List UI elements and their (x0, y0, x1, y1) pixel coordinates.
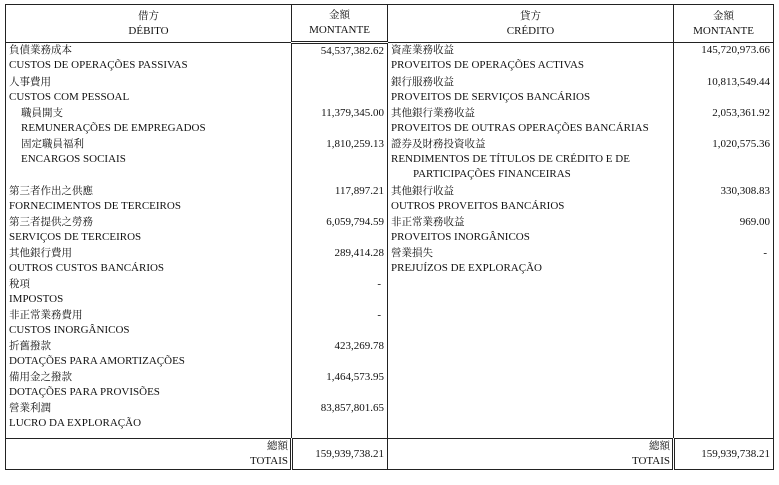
credit-empty-amount (674, 308, 774, 339)
table-row (6, 370, 774, 401)
credit-empty (388, 308, 674, 339)
credit-item: 其他銀行業務收益 PROVEITOS DE OUTRAS OPERAÇÕES BANCÁRIAS (388, 106, 674, 137)
table-row (6, 401, 774, 432)
debit-amount: 6,059,794.59 (292, 215, 388, 246)
debit-item: 其他銀行費用 OUTROS CUSTOS BANCÁRIOS (6, 246, 292, 277)
credit-header: 貸方 CRÉDITO (388, 5, 674, 43)
debit-item: 非正常業務費用 CUSTOS INORGÂNICOS (6, 308, 292, 339)
debit-amount: 1,464,573.95 (292, 370, 388, 401)
debit-totals-label: 總額 TOTAIS (6, 439, 292, 470)
debit-item: 固定職員福利 ENCARGOS SOCIAIS (6, 137, 292, 184)
table-row (6, 308, 774, 339)
credit-amount-header: 金額 MONTANTE (674, 5, 774, 43)
credit-item: 證券及財務投資收益 RENDIMENTOS DE TÍTULOS DE CRÉDITO E DE PARTICIPAÇÕES FINANCEIRAS (388, 137, 674, 184)
credit-total-amount: 159,939,738.21 (674, 439, 774, 470)
debit-amount-header: 金額 MONTANTE (292, 5, 388, 43)
debit-item: 職員開支 REMUNERAÇÕES DE EMPREGADOS (6, 106, 292, 137)
debit-amount: 289,414.28 (292, 246, 388, 277)
debit-amount: - (292, 308, 388, 339)
credit-amount: 10,813,549.44 (674, 75, 774, 106)
credit-empty (388, 277, 674, 308)
debit-item: 負債業務成本 CUSTOS DE OPERAÇÕES PASSIVAS (6, 43, 292, 76)
credit-totals-label: 總額 TOTAIS (388, 439, 674, 470)
credit-item: 營業損失 PREJUÍZOS DE EXPLORAÇÃO (388, 246, 674, 277)
credit-amount: 969.00 (674, 215, 774, 246)
table-row (6, 246, 774, 277)
profit-loss-statement (5, 4, 773, 476)
credit-item: 銀行服務收益 PROVEITOS DE SERVIÇOS BANCÁRIOS (388, 75, 674, 106)
debit-amount (292, 75, 388, 106)
statement-table (5, 4, 774, 470)
debit-amount: 54,537,382.62 (292, 43, 388, 76)
credit-amount: 145,720,973.66 (674, 43, 774, 76)
debit-item: 第三者作出之供應 FORNECIMENTOS DE TERCEIROS (6, 184, 292, 215)
debit-item: 折舊撥款 DOTAÇÕES PARA AMORTIZAÇÕES (6, 339, 292, 370)
credit-empty (388, 401, 674, 432)
table-row (6, 277, 774, 308)
totals-row (6, 439, 774, 470)
credit-empty-amount (674, 277, 774, 308)
debit-amount: 83,857,801.65 (292, 401, 388, 432)
table-row (6, 339, 774, 370)
credit-empty-amount (674, 401, 774, 432)
table-row (6, 137, 774, 184)
credit-empty (388, 339, 674, 370)
debit-amount: - (292, 277, 388, 308)
credit-item: 其他銀行收益 OUTROS PROVEITOS BANCÁRIOS (388, 184, 674, 215)
debit-total-amount: 159,939,738.21 (292, 439, 388, 470)
table-row (6, 43, 774, 76)
debit-header: 借方 DÉBITO (6, 5, 292, 43)
debit-amount: 11,379,345.00 (292, 106, 388, 137)
debit-item: 人事費用 CUSTOS COM PESSOAL (6, 75, 292, 106)
debit-item: 第三者提供之勞務 SERVIÇOS DE TERCEIROS (6, 215, 292, 246)
debit-item: 營業利潤 LUCRO DA EXPLORAÇÃO (6, 401, 292, 432)
credit-item: 資產業務收益 PROVEITOS DE OPERAÇÕES ACTIVAS (388, 43, 674, 76)
credit-empty-amount (674, 370, 774, 401)
credit-amount: 330,308.83 (674, 184, 774, 215)
credit-item: 非正常業務收益 PROVEITOS INORGÂNICOS (388, 215, 674, 246)
debit-item: 備用金之撥款 DOTAÇÕES PARA PROVISÕES (6, 370, 292, 401)
table-row (6, 75, 774, 106)
debit-item: 稅項 IMPOSTOS (6, 277, 292, 308)
debit-amount: 423,269.78 (292, 339, 388, 370)
debit-amount: 1,810,259.13 (292, 137, 388, 184)
header-row (6, 5, 774, 43)
credit-amount: 2,053,361.92 (674, 106, 774, 137)
credit-empty (388, 370, 674, 401)
table-row (6, 106, 774, 137)
table-row (6, 215, 774, 246)
debit-amount: 117,897.21 (292, 184, 388, 215)
credit-amount: - (674, 246, 774, 277)
credit-amount: 1,020,575.36 (674, 137, 774, 184)
credit-empty-amount (674, 339, 774, 370)
table-row (6, 184, 774, 215)
